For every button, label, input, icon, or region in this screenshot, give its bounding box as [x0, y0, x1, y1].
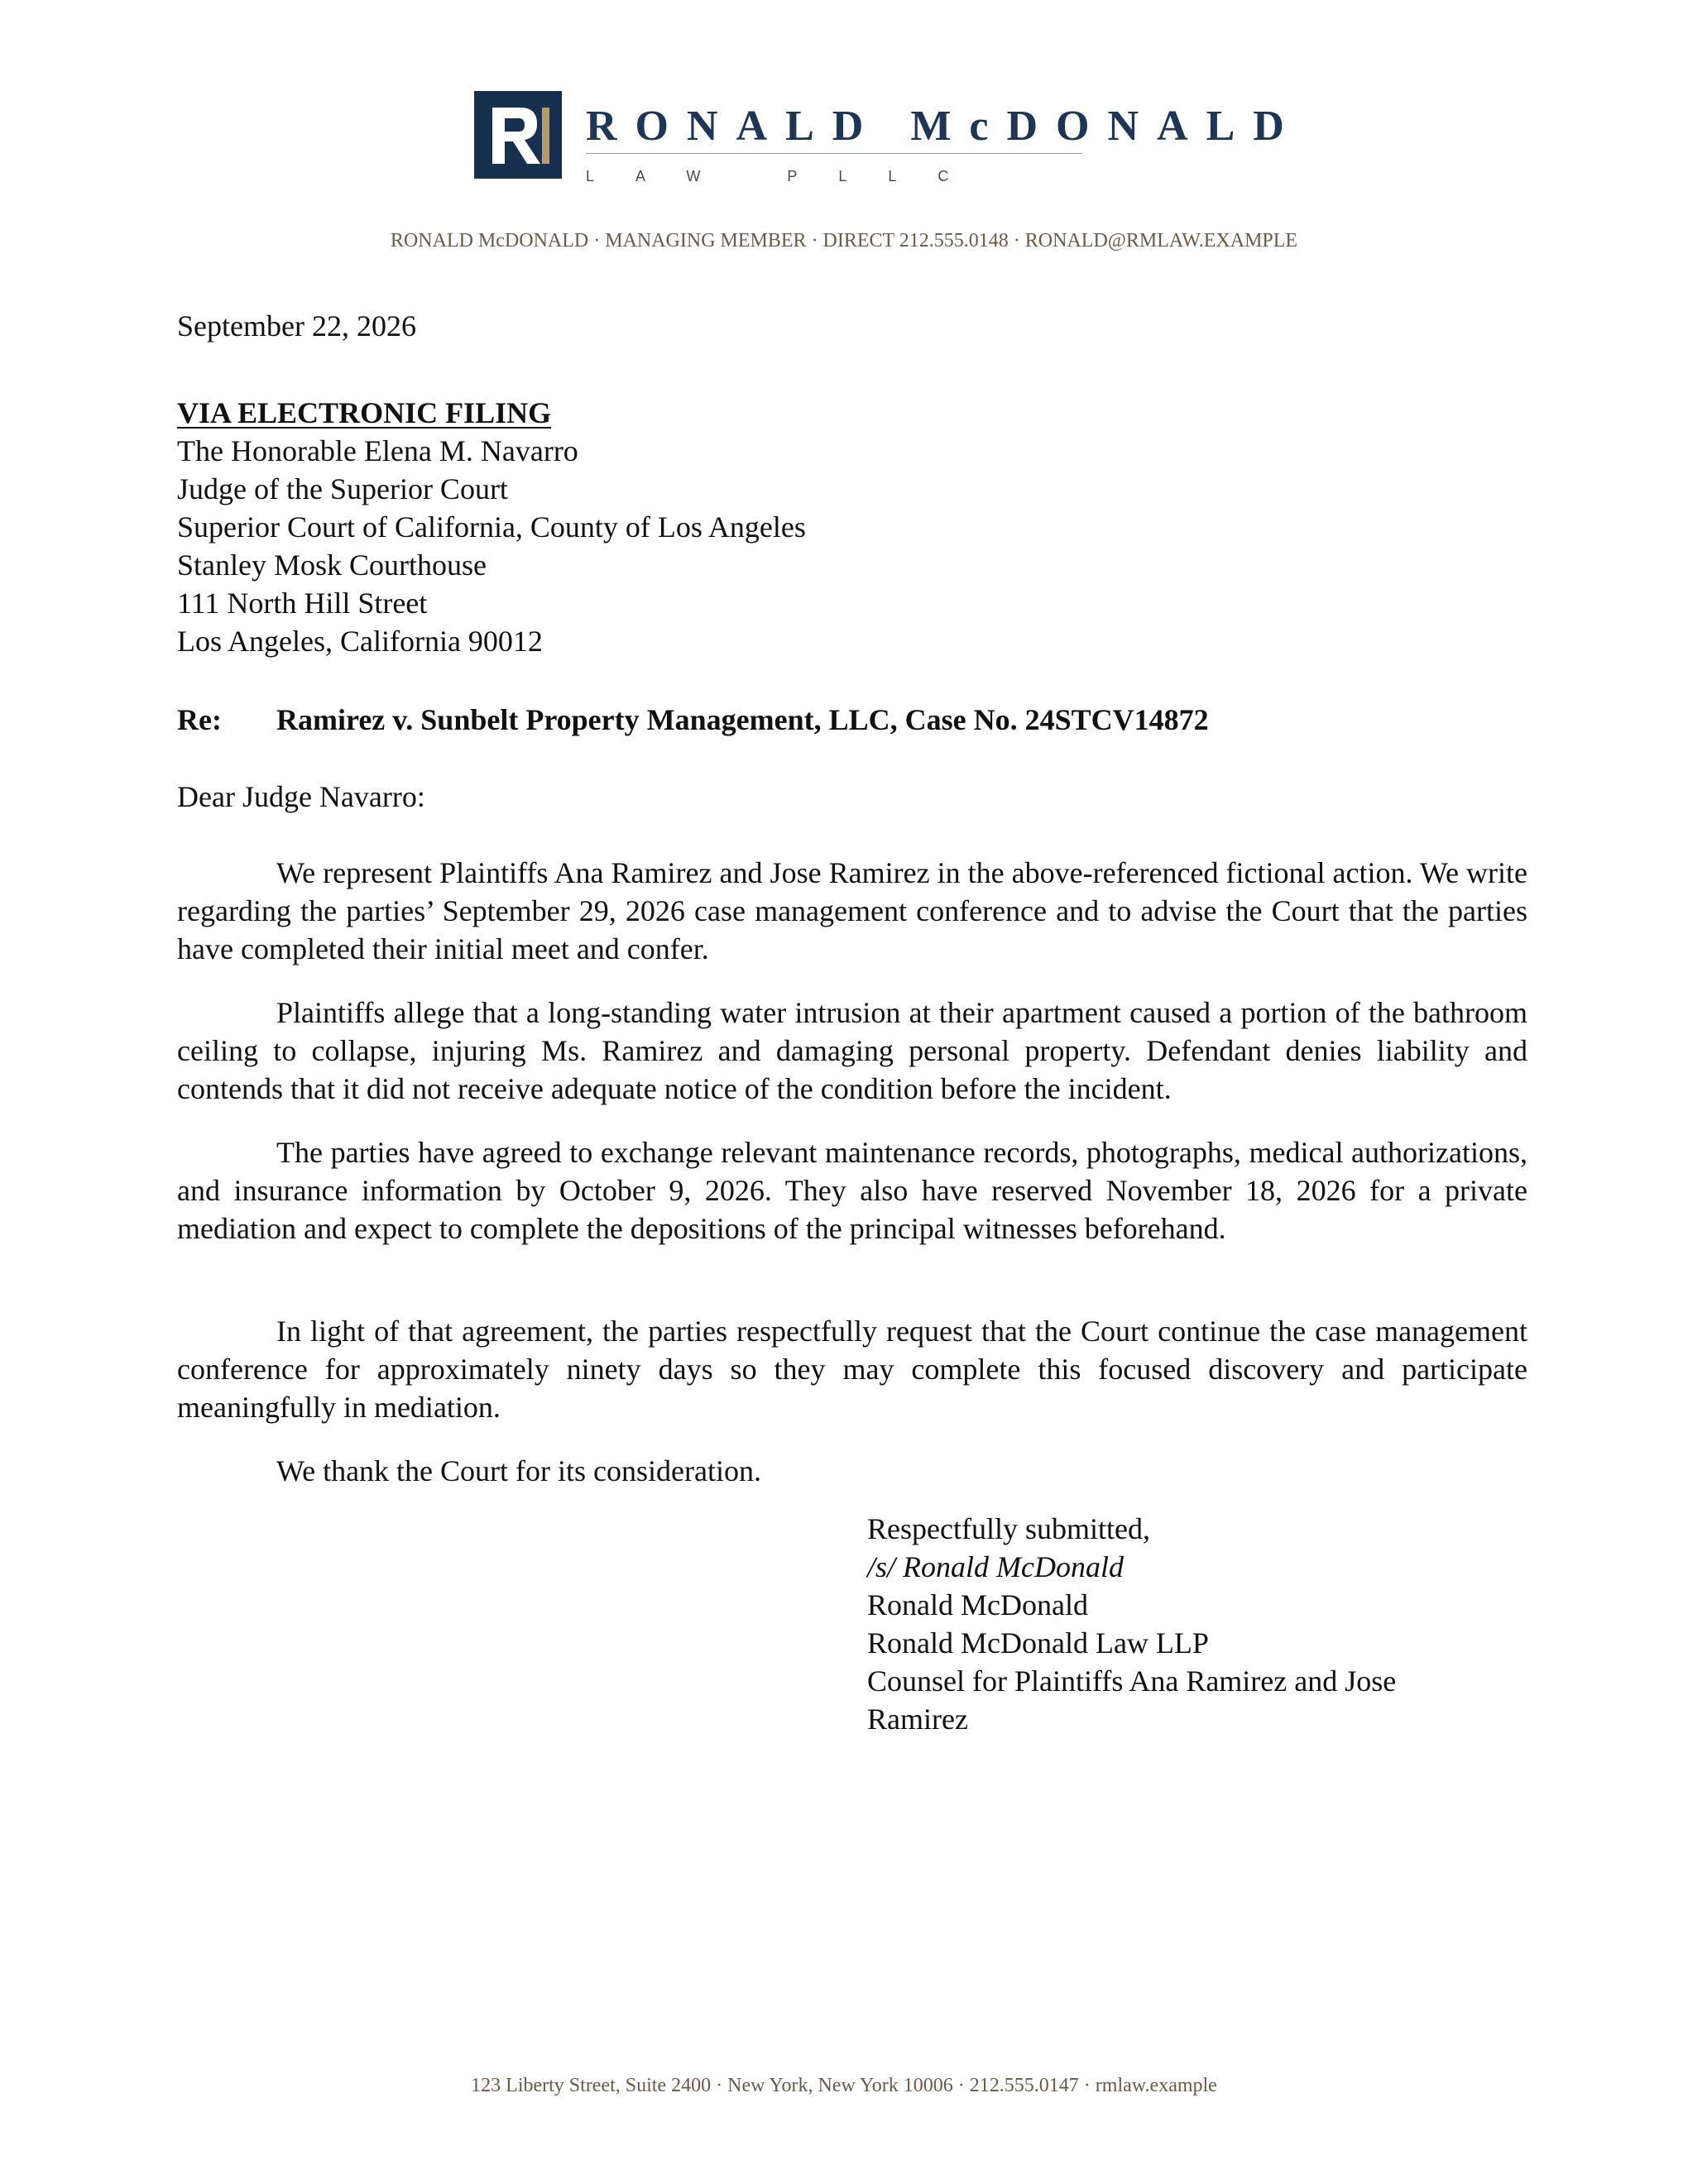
re-subject: Ramirez v. Sunbelt Property Management, LLC, Case No. 24STCV14872 [276, 703, 1209, 736]
body-paragraph: In light of that agreement, the parties respectfully request that the Court continue the case management conference for approximately ninety days so they may complete this focused discovery and participate meaningfully in mediation. [177, 1315, 1527, 1424]
recipient-line: The Honorable Elena M. Navarro [177, 434, 578, 467]
signer-name: Ronald McDonald [867, 1588, 1088, 1621]
electronic-signature: /s/ Ronald McDonald [867, 1550, 1124, 1583]
firm-name: RONALD McDONALD [586, 103, 1302, 150]
recipient-line: Los Angeles, California 90012 [177, 625, 543, 658]
signature-block [867, 1510, 1496, 1738]
firm-subtitle: LAW PLLC [586, 168, 990, 184]
body-paragraph: We represent Plaintiffs Ana Ramirez and Jose Ramirez in the above-referenced fictional action. We write regarding the parties’ September 29, 2026 case management conference and to advise the Court that the parties have completed their initial meet and confer. [177, 856, 1527, 965]
re-label: Re: [177, 703, 222, 736]
footer-address: 123 Liberty Street, Suite 2400 · New York, New York 10006 · 212.555.0147 · rmlaw.example [471, 2075, 1217, 2096]
body-paragraph: Plaintiffs allege that a long-standing water intrusion at their apartment caused a portion of the bathroom ceiling to collapse, injuring Ms. Ramirez and damaging personal property. Defendant denies liability and contends that it did not receive adequate notice of the condition before the incident. [177, 996, 1527, 1105]
letter-date: September 22, 2026 [177, 309, 416, 342]
closing: Respectfully submitted, [867, 1512, 1150, 1545]
letterhead-rule [586, 153, 1082, 154]
recipient-line: Stanley Mosk Courthouse [177, 548, 487, 582]
salutation: Dear Judge Navarro: [177, 780, 425, 813]
recipient-line: Judge of the Superior Court [177, 472, 508, 505]
delivery-method: VIA ELECTRONIC FILING [177, 396, 552, 429]
recipient-address-block [177, 394, 806, 660]
body-paragraph: The parties have agreed to exchange relevant maintenance records, photographs, medical authorizations, and insurance information by October 9, 2026. They also have reserved November 18, 2026 for a private mediation and expect to complete the depositions of the principal witnesses beforehand. [177, 1136, 1527, 1245]
signer-firm: Ronald McDonald Law LLP [867, 1626, 1209, 1660]
letterhead-contact-line: RONALD McDONALD · MANAGING MEMBER · DIRECT 212.555.0148 · RONALD@RMLAW.EXAMPLE [390, 230, 1298, 251]
re-line [177, 701, 1209, 739]
recipient-line: 111 North Hill Street [177, 587, 428, 620]
signer-role: Counsel for Plaintiffs Ana Ramirez and Jose Ramirez [867, 1664, 1397, 1736]
body-paragraph: We thank the Court for its consideration. [276, 1454, 761, 1487]
rm-monogram-icon [474, 91, 562, 179]
recipient-line: Superior Court of California, County of Los Angeles [177, 510, 806, 544]
